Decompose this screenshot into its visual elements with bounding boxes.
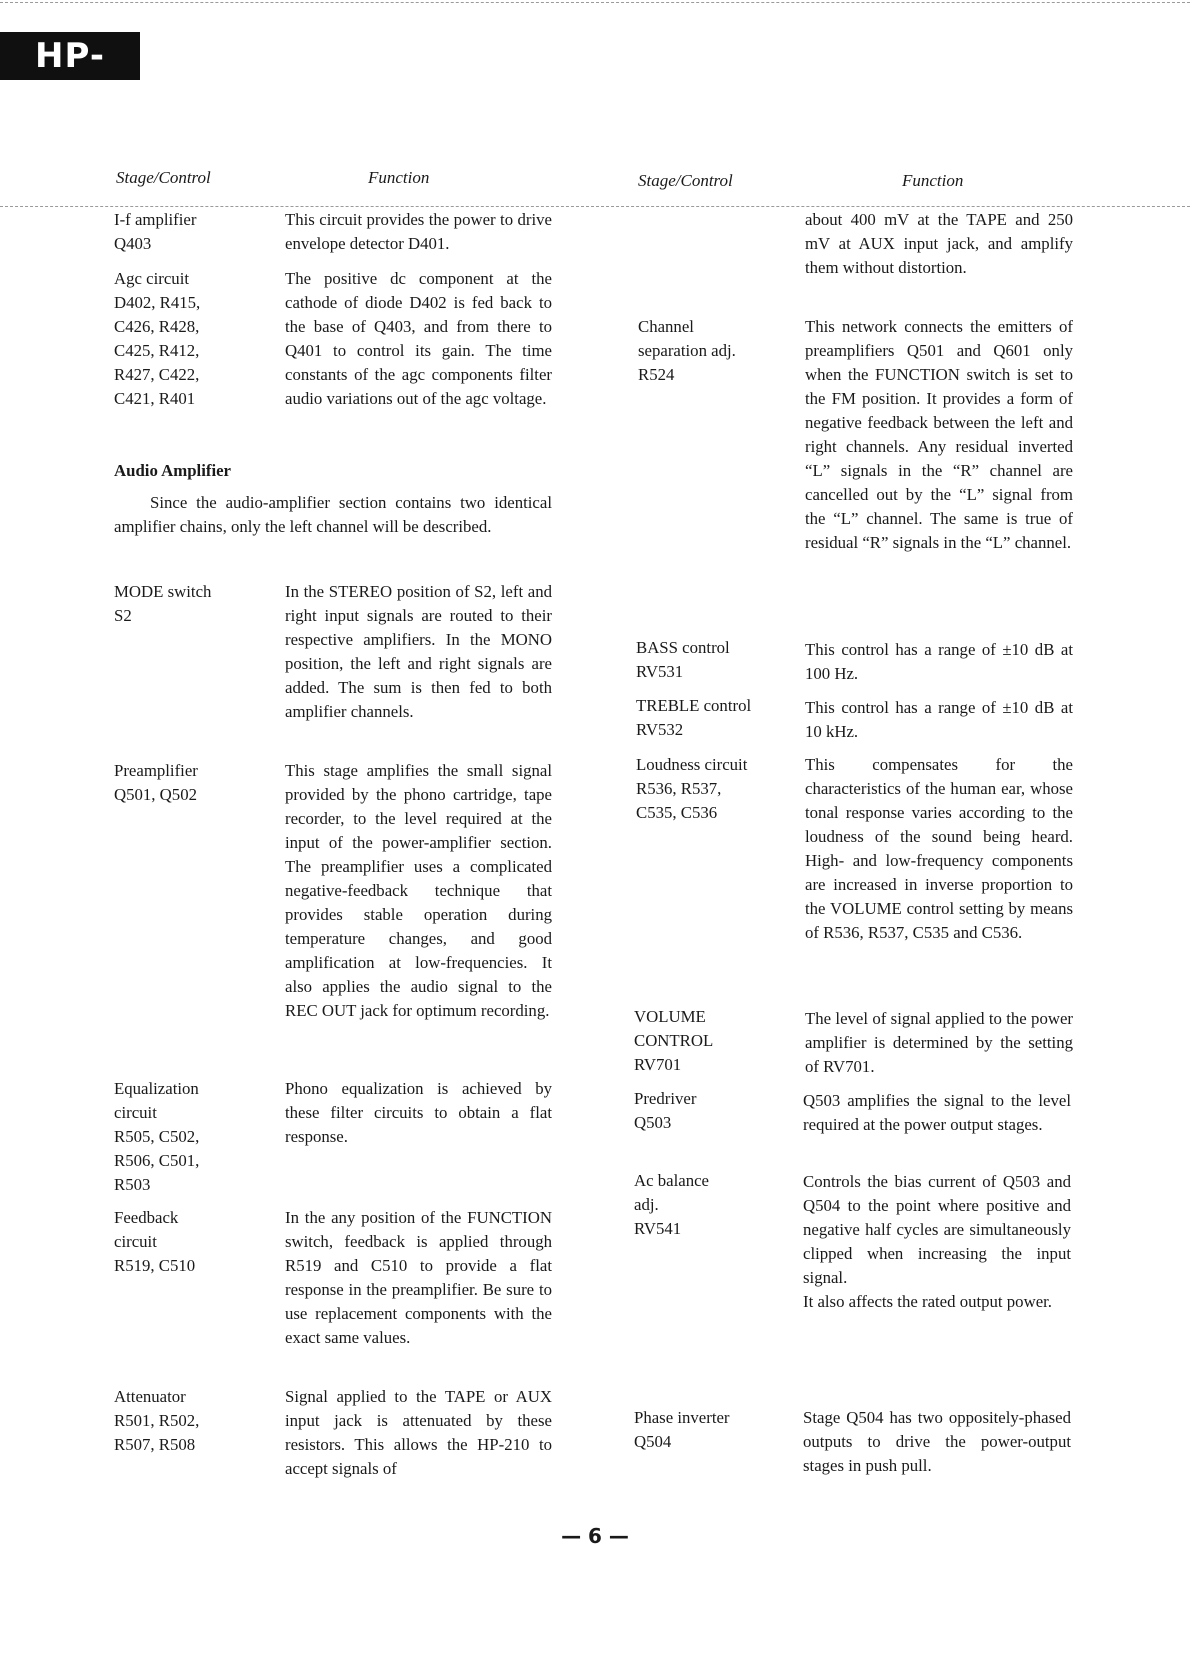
top-rule [0,2,1190,3]
stage-predriver: Predriver Q503 [634,1089,697,1132]
stage-if-amplifier: I-f amplifier Q403 [114,210,197,253]
function-predriver: Q503 amplifies the signal to the level required at the power output stages. [803,1091,1071,1134]
stage-attenuator: Attenuator R501, R502, R507, R508 [114,1387,200,1454]
section-intro-audio-amplifier: Since the audio-amplifier section contains two identical amplifier chains, only the left channel will be described. [114,493,552,536]
stage-treble-control: TREBLE control RV532 [636,696,752,739]
stage-volume-control: VOLUME CONTROL RV701 [634,1007,714,1074]
page-number: — 6 — [561,1524,629,1548]
function-ac-balance-adj: Controls the bias current of Q503 and Q504 to the point where positive and negative half cycles are simultaneously clipped when increasing the input signal. It also affects the rated output power. [803,1172,1071,1311]
stage-mode-switch: MODE switch S2 [114,582,212,625]
stage-channel-separation-adj: Channel separation adj. R524 [638,317,736,384]
stage-header-right: Stage/Control [638,171,733,190]
function-equalization-circuit: Phono equalization is achieved by these filter circuits to obtain a flat response. [285,1079,552,1146]
stage-loudness-circuit: Loudness circuit R536, R537, C535, C536 [636,755,748,822]
stage-bass-control: BASS control RV531 [636,638,730,681]
stage-equalization-circuit: Equalization circuit R505, C502, R506, C501, R503 [114,1079,200,1194]
header-rule [0,206,1190,207]
stage-phase-inverter: Phase inverter Q504 [634,1408,730,1451]
function-continuation: about 400 mV at the TAPE and 250 mV at AUX input jack, and amplify them without distortion. [805,210,1073,277]
function-bass-control: This control has a range of ±10 dB at 100 Hz. [805,640,1073,683]
function-header-right: Function [902,171,964,190]
function-feedback-circuit: In the any position of the FUNCTION switch, feedback is applied through R519 and C510 to provide a flat response in the preamplifier. Be sure to use replacement components with the exact same values. [285,1208,552,1347]
function-if-amplifier: This circuit provides the power to drive envelope detector D401. [285,210,552,253]
function-attenuator: Signal applied to the TAPE or AUX input jack is attenuated by these resistors. This allows the HP-210 to accept signals of [285,1387,552,1478]
section-title-audio-amplifier: Audio Amplifier [114,461,232,480]
function-preamplifier: This stage amplifies the small signal provided by the phono cartridge, tape recorder, to the level required at the input of the power-amplifier section. The preamplifier uses a complicated negative-feedback technique that provides stable operation during temperature changes, and good amplification at low-frequencies. It also applies the audio signal to the REC OUT jack for optimum recording. [285,761,552,1020]
function-mode-switch: In the STEREO position of S2, left and right input signals are routed to their respective amplifiers. In the MONO position, the left and right signals are added. The sum is then fed to both amplifier channels. [285,582,552,721]
model-logo: HP-210 [0,32,140,80]
stage-preamplifier: Preamplifier Q501, Q502 [114,761,198,804]
stage-agc-circuit: Agc circuit D402, R415, C426, R428, C425, R412, R427, C422, C421, R401 [114,269,201,408]
function-treble-control: This control has a range of ±10 dB at 10 kHz. [805,698,1073,741]
function-phase-inverter: Stage Q504 has two oppositely-phased outputs to drive the power-output stages in push pull. [803,1408,1071,1475]
function-loudness-circuit: This compensates for the characteristics of the human ear, whose tonal response varies according to the loudness of the sound being heard. High- and low-frequency components are increased in inverse proportion to the VOLUME control setting by means of R536, R537, C535 and C536. [805,755,1073,942]
function-header-left: Function [368,168,430,187]
stage-header-left: Stage/Control [116,168,211,187]
function-agc-circuit: The positive dc component at the cathode of diode D402 is fed back to the base of Q403, and from there to Q401 to control its gain. The time constants of the agc components filter audio variations out of the agc voltage. [285,269,552,408]
stage-ac-balance-adj: Ac balance adj. RV541 [634,1171,709,1238]
function-channel-separation-adj: This network connects the emitters of preamplifiers Q501 and Q601 only when the FUNCTION switch is set to the FM position. It provides a form of negative feedback between the left and right channels. Any residual inverted “L” signals in the “R” channel are cancelled out by the “L” signal from the “L” channel. The same is true of residual “R” signals in the “L” channel. [805,317,1073,552]
stage-feedback-circuit: Feedback circuit R519, C510 [114,1208,196,1275]
function-volume-control: The level of signal applied to the power amplifier is determined by the setting of RV701. [805,1009,1073,1076]
